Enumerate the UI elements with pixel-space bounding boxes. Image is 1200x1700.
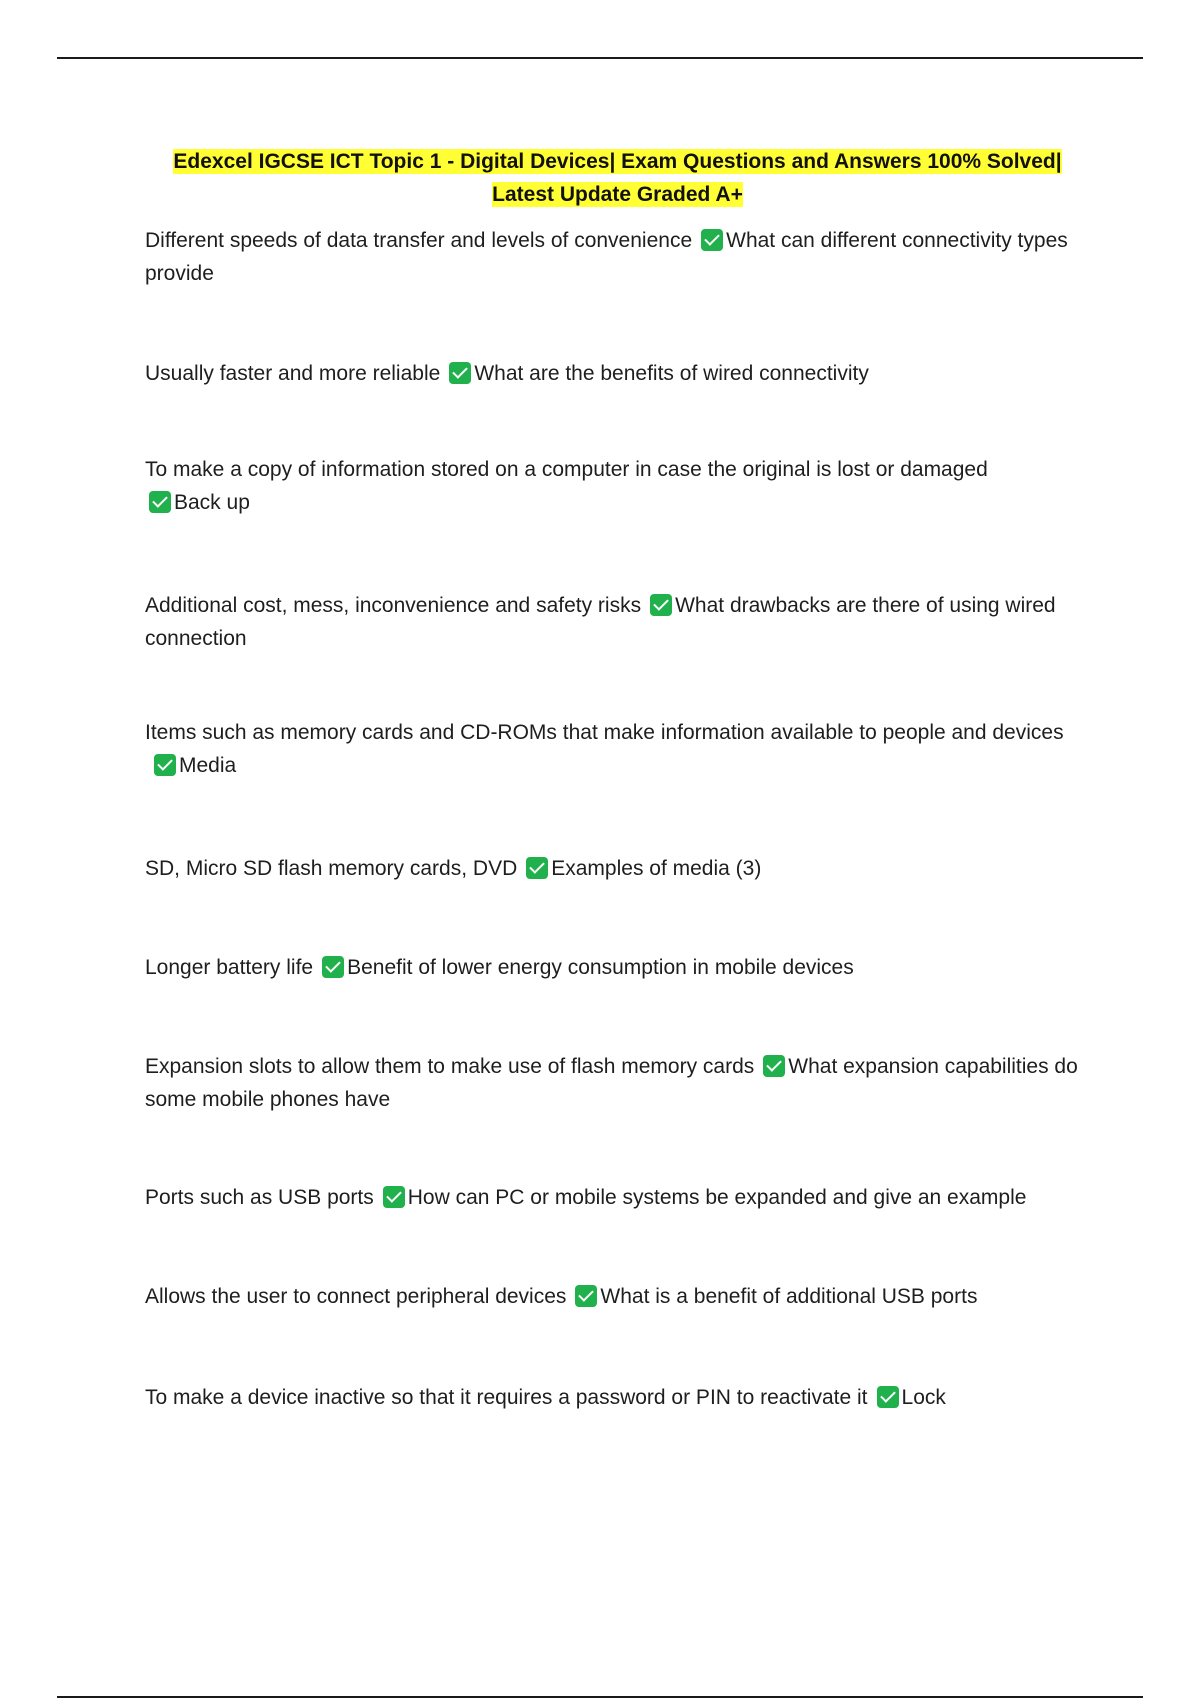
answer-text: Allows the user to connect peripheral devices bbox=[145, 1285, 567, 1308]
answer-text: To make a device inactive so that it requires a password or PIN to reactivate it bbox=[145, 1386, 868, 1409]
bottom-divider bbox=[57, 1696, 1143, 1698]
answer-text: Expansion slots to allow them to make use of flash memory cards bbox=[145, 1055, 755, 1078]
answer-text: Different speeds of data transfer and levels of convenience bbox=[145, 229, 693, 252]
qa-item bbox=[145, 716, 1090, 782]
question-text: How can PC or mobile systems be expanded and give an example bbox=[407, 1186, 1027, 1209]
check-box-icon bbox=[763, 1055, 785, 1077]
check-box-icon bbox=[449, 362, 471, 384]
qa-item bbox=[145, 224, 1090, 290]
check-box-icon bbox=[650, 594, 672, 616]
answer-text: Additional cost, mess, inconvenience and safety risks bbox=[145, 594, 642, 617]
question-text: Benefit of lower energy consumption in mobile devices bbox=[347, 956, 854, 979]
answer-text: To make a copy of information stored on a computer in case the original is lost or damaged bbox=[145, 458, 988, 481]
question-text: What are the benefits of wired connectivity bbox=[474, 362, 869, 385]
question-text: What is a benefit of additional USB ports bbox=[600, 1285, 978, 1308]
check-box-icon bbox=[701, 229, 723, 251]
check-box-icon bbox=[877, 1386, 899, 1408]
question-text: Examples of media (3) bbox=[551, 857, 762, 880]
answer-text: Usually faster and more reliable bbox=[145, 362, 441, 385]
document-title: Edexcel IGCSE ICT Topic 1 - Digital Devices| Exam Questions and Answers 100% Solved| Latest Update Graded A+ bbox=[173, 150, 1062, 206]
question-text: What can different connectivity types provide bbox=[145, 229, 1068, 285]
question-text: Media bbox=[179, 754, 237, 777]
answer-text: Ports such as USB ports bbox=[145, 1186, 374, 1209]
check-box-icon bbox=[149, 491, 171, 513]
question-text: Lock bbox=[901, 1386, 946, 1409]
check-box-icon bbox=[383, 1186, 405, 1208]
qa-item bbox=[145, 1181, 1090, 1214]
answer-text: SD, Micro SD flash memory cards, DVD bbox=[145, 857, 518, 880]
question-text: What drawbacks are there of using wired connection bbox=[145, 594, 1056, 650]
qa-item bbox=[145, 357, 1090, 390]
qa-item bbox=[145, 1381, 1090, 1414]
check-box-icon bbox=[575, 1285, 597, 1307]
check-box-icon bbox=[526, 857, 548, 879]
qa-item bbox=[145, 589, 1090, 655]
qa-item bbox=[145, 951, 1090, 984]
qa-item bbox=[145, 852, 1090, 885]
question-text: Back up bbox=[174, 491, 250, 514]
qa-item bbox=[145, 1050, 1090, 1116]
check-box-icon bbox=[322, 956, 344, 978]
top-divider bbox=[57, 57, 1143, 59]
answer-text: Items such as memory cards and CD-ROMs that make information available to people and devices bbox=[145, 721, 1064, 744]
qa-item bbox=[145, 453, 1090, 519]
qa-item bbox=[145, 1280, 1090, 1313]
question-text: What expansion capabilities do some mobile phones have bbox=[145, 1055, 1078, 1111]
check-box-icon bbox=[154, 754, 176, 776]
answer-text: Longer battery life bbox=[145, 956, 314, 979]
